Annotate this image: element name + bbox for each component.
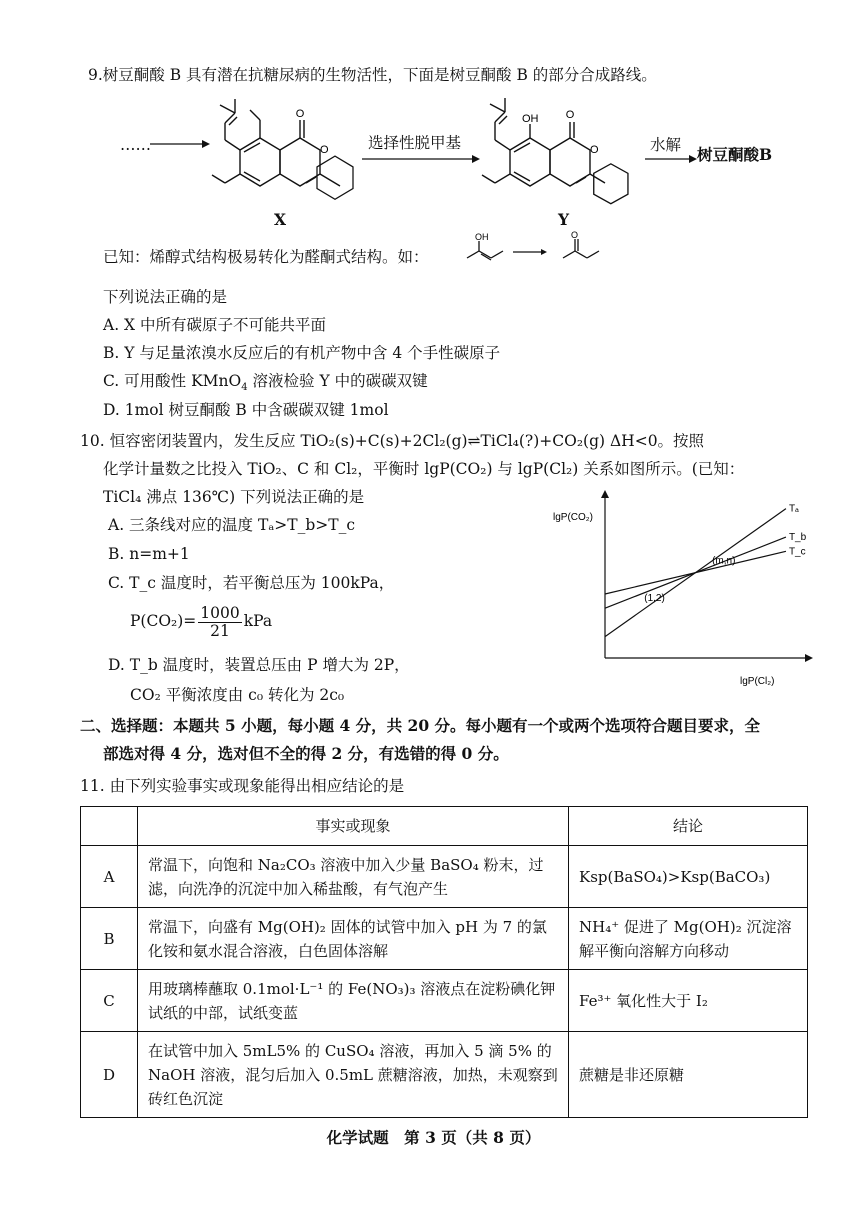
q10-option-b: B. n=m+1 [108, 545, 190, 563]
svg-text:O: O [590, 144, 599, 156]
structure-x [210, 95, 370, 215]
svg-text:O: O [571, 230, 579, 240]
q10-option-a: A. 三条线对应的温度 Tₐ>T_b>T_c [108, 516, 356, 534]
q11-table [80, 806, 808, 1118]
series-line-2 [605, 551, 786, 594]
annotation-label: (m,n) [712, 555, 736, 567]
q10-option-c2: P(CO₂)= $\frac{1000}{21}$ kPa [130, 603, 273, 640]
oh-label: OH [522, 113, 539, 125]
row-conclusion: Ksp(BaSO₄)>Ksp(BaCO₃) [569, 846, 808, 908]
page-footer: 化学试题 第 3 页（共 8 页） [326, 1128, 541, 1147]
enol-keto-diagram [465, 232, 615, 268]
series-label-0: Tₐ [788, 503, 799, 515]
header-conclusion: 结论 [569, 807, 808, 846]
q9-option-b: B. Y 与足量浓溴水反应后的有机产物中含 4 个手性碳原子 [103, 344, 501, 362]
section2-line1: 二、选择题：本题共 5 小题，每小题 4 分，共 20 分。每小题有一个或两个选项符合题目要求，全 [80, 716, 761, 735]
svg-text:O: O [320, 144, 329, 156]
series-label-2: T_c [788, 546, 806, 558]
arrow-in-icon [150, 138, 210, 150]
row-label: A [81, 846, 138, 908]
q11-stem: 11. 由下列实验事实或现象能得出相应结论的是 [80, 777, 405, 795]
row-conclusion: 蔗糖是非还原糖 [569, 1032, 808, 1118]
row-label: B [81, 908, 138, 970]
arrow1-text: 选择性脱甲基 [368, 134, 462, 152]
q9-prompt: 下列说法正确的是 [103, 288, 228, 306]
row-fact: 在试管中加入 5mL5% 的 CuSO₄ 溶液，再加入 5 滴 5% 的 NaOH 溶液，混匀后加入 0.5mL 蔗糖溶液，加热，未观察到砖红色沉淀 [138, 1032, 569, 1118]
annotation-label: (1,2) [644, 592, 665, 604]
row-fact: 用玻璃棒蘸取 0.1mol·L⁻¹ 的 Fe(NO₃)₃ 溶液点在淀粉碘化钾试纸的中部，试纸变蓝 [138, 970, 569, 1032]
arrow-1-icon [362, 153, 482, 165]
table-row [81, 908, 808, 970]
row-conclusion: Fe³⁺ 氧化性大于 I₂ [569, 970, 808, 1032]
section2-line2: 部选对得 4 分，选对但不全的得 2 分，有选错的得 0 分。 [103, 744, 509, 763]
header-label [81, 807, 138, 846]
y-axis-label: lgP(CO₂) [553, 512, 593, 523]
x-axis-arrow-icon [805, 654, 813, 662]
table-row [81, 1032, 808, 1118]
arrow2-text: 水解 [650, 136, 682, 154]
x-axis-label: lgP(Cl₂) [740, 676, 775, 687]
label-x: X [274, 210, 287, 229]
q10-line2: 化学计量数之比投入 TiO₂、C 和 Cl₂，平衡时 lgP(CO₂) 与 lgP(Cl₂) 关系如图所示。(已知： [103, 460, 745, 478]
q10-option-d1: D. T_b 温度时，装置总压由 P 增大为 2P， [108, 656, 410, 674]
y-axis-arrow-icon [601, 490, 609, 498]
q10-line3: TiCl₄ 沸点 136℃) 下列说法正确的是 [103, 488, 365, 506]
dots: …… [120, 136, 151, 154]
product-label: 树豆酮酸B [697, 145, 773, 164]
q10-option-c1: C. T_c 温度时，若平衡总压为 100kPa， [108, 574, 395, 592]
svg-text:O: O [295, 108, 305, 120]
q9-option-a: A. X 中所有碳原子不可能共平面 [103, 316, 327, 334]
table-row [81, 846, 808, 908]
svg-text:O: O [565, 109, 575, 121]
equilibrium-chart [545, 488, 815, 687]
frac-numerator: 1000 [200, 603, 240, 622]
svg-text:OH: OH [475, 232, 489, 242]
row-conclusion: NH₄⁺ 促进了 Mg(OH)₂ 沉淀溶解平衡向溶解方向移动 [569, 908, 808, 970]
series-label-1: T_b [788, 532, 807, 544]
row-label: C [81, 970, 138, 1032]
q10-line1: 10. 恒容密闭装置内，发生反应 TiO₂(s)+C(s)+2Cl₂(g)⇌TiCl₄(?)+CO₂(g) ΔH<0。按照 [80, 432, 705, 450]
row-fact: 常温下，向盛有 Mg(OH)₂ 固体的试管中加入 pH 为 7 的氯化铵和氨水混合溶液，白色固体溶解 [138, 908, 569, 970]
q9-stem: 9.树豆酮酸 B 具有潜在抗糖尿病的生物活性，下面是树豆酮酸 B 的部分合成路线。 [88, 66, 657, 84]
q9-option-d: D. 1mol 树豆酮酸 B 中含碳碳双键 1mol [103, 401, 389, 419]
structure-y [480, 90, 640, 215]
q9-known: 已知：烯醇式结构极易转化为醛酮式结构。如： [103, 248, 429, 266]
row-fact: 常温下，向饱和 Na₂CO₃ 溶液中加入少量 BaSO₄ 粉末，过滤，向洗净的沉淀中加入稀盐酸，有气泡产生 [138, 846, 569, 908]
table-header-row [81, 807, 808, 846]
label-y: Y [558, 210, 570, 229]
row-label: D [81, 1032, 138, 1118]
q9-option-c: C. 可用酸性 KMnO$_4$ 溶液检验 Y 中的碳碳双键 [103, 372, 428, 394]
q10-option-d2: CO₂ 平衡浓度由 c₀ 转化为 2c₀ [130, 686, 345, 704]
table-row [81, 970, 808, 1032]
header-fact: 事实或现象 [138, 807, 569, 846]
frac-denominator: 21 [210, 621, 230, 640]
arrow-2-icon [645, 153, 697, 165]
